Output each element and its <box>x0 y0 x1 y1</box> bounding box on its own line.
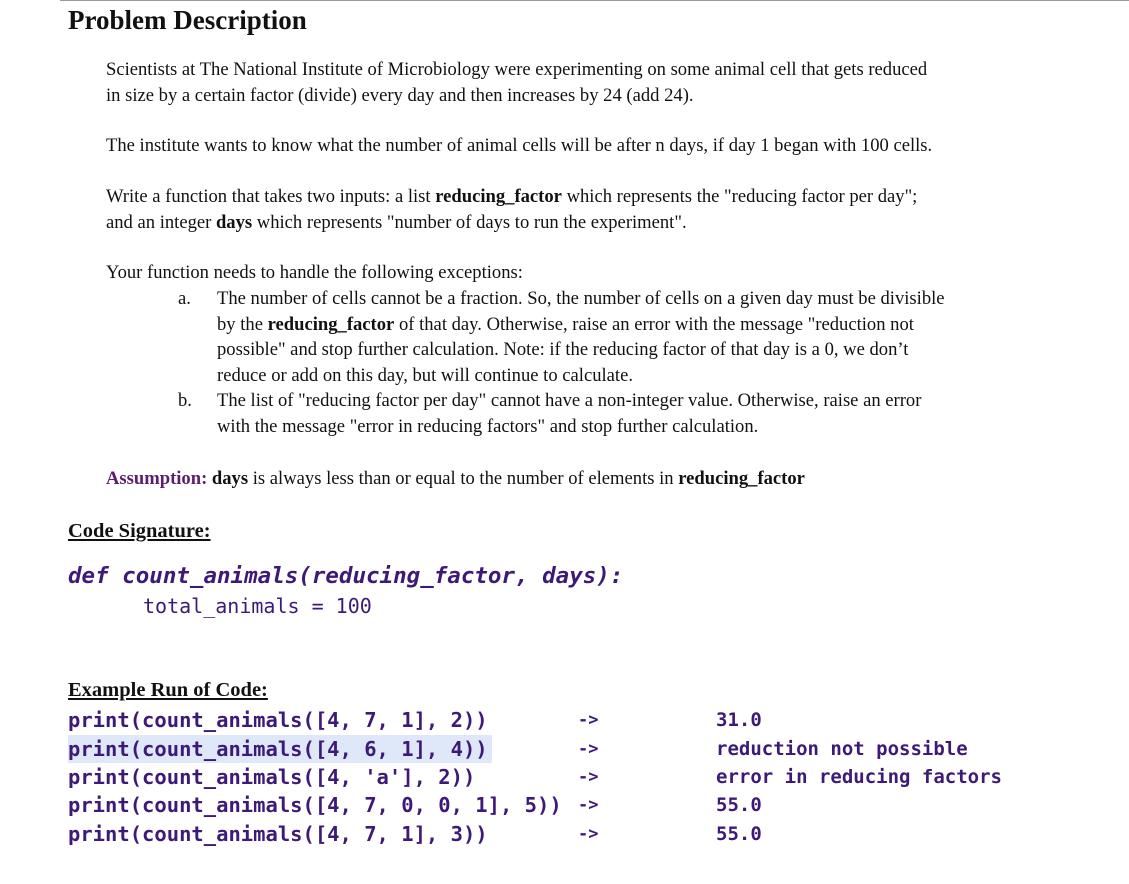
page-title: Problem Description <box>68 5 307 35</box>
text: which represents "number of days to run the experiment". <box>252 211 687 233</box>
example-output: 55.0 <box>716 823 762 845</box>
top-rule <box>60 0 1129 1</box>
intro-paragraph <box>106 57 927 108</box>
example-code: print(count_animals([4, 'a'], 2)) <box>68 765 476 789</box>
example-row <box>68 706 1068 734</box>
arrow-icon: -> <box>578 824 599 844</box>
example-output: 31.0 <box>716 709 762 731</box>
example-output: 55.0 <box>716 794 762 816</box>
exception-b-line-1: The list of "reducing factor per day" cannot have a non-integer value. Otherwise, raise an error <box>217 390 922 411</box>
example-row <box>68 763 1068 791</box>
arrow-icon: -> <box>578 739 599 759</box>
example-row <box>68 820 1068 848</box>
function-description-line-2 <box>106 210 917 236</box>
example-row <box>68 735 1068 763</box>
example-code-highlighted: print(count_animals([4, 6, 1], 4)) <box>68 735 492 763</box>
exceptions-intro: Your function needs to handle the following exceptions: <box>106 262 523 283</box>
exception-a-line-3: possible" and stop further calculation. Note: if the reducing factor of that day is a 0, we don’t <box>217 339 909 360</box>
arrow-icon: -> <box>578 795 599 815</box>
function-description-line-1 <box>106 184 917 210</box>
code-signature-heading: Code Signature: <box>68 520 211 542</box>
param-name-reducing-factor: reducing_factor <box>435 186 562 207</box>
exception-a-line-4: reduce or add on this day, but will continue to calculate. <box>217 364 633 386</box>
list-marker: b. <box>178 390 192 411</box>
text: by the <box>217 313 268 335</box>
assumption <box>106 466 805 492</box>
text: and an integer <box>106 211 216 233</box>
exception-b-line-2: with the message "error in reducing factors" and stop further calculation. <box>217 415 759 437</box>
text: is always less than or equal to the number of elements in <box>248 468 679 489</box>
example-code: print(count_animals([4, 7, 1], 3)) <box>68 822 488 846</box>
param-name-days: days <box>211 468 249 489</box>
function-signature: def count_animals(reducing_factor, days): <box>68 563 624 589</box>
param-name-reducing-factor: reducing_factor <box>267 313 395 335</box>
intro-line-2: in size by a certain factor (divide) every day and then increases by 24 (add 24). <box>106 84 694 106</box>
assumption-label: Assumption: <box>106 468 208 489</box>
example-output: error in reducing factors <box>716 766 1002 788</box>
example-code: print(count_animals([4, 7, 0, 0, 1], 5)) <box>68 793 562 817</box>
function-body-line: total_animals = 100 <box>143 594 372 618</box>
param-name-reducing-factor: reducing_factor <box>678 468 805 489</box>
goal-paragraph: The institute wants to know what the number of animal cells will be after n days, if day 1 began with 100 cells. <box>106 135 933 156</box>
exception-a-line-2 <box>217 312 945 338</box>
exception-a-line-1: The number of cells cannot be a fraction. So, the number of cells on a given day must be divisible <box>217 288 945 309</box>
arrow-icon: -> <box>578 767 599 787</box>
exception-item-body <box>217 388 921 439</box>
text: of that day. Otherwise, raise an error with the message "reduction not <box>394 313 914 335</box>
example-code: print(count_animals([4, 7, 1], 2)) <box>68 708 488 732</box>
text: which represents the "reducing factor per day"; <box>561 186 918 207</box>
exception-item-body <box>217 286 945 388</box>
arrow-icon: -> <box>578 710 599 730</box>
text: Write a function that takes two inputs: a list <box>106 186 436 207</box>
intro-line-1: Scientists at The National Institute of Microbiology were experimenting on some animal cell that gets reduced <box>106 59 928 80</box>
example-run-heading: Example Run of Code: <box>68 679 268 701</box>
param-name-days: days <box>215 211 253 233</box>
list-marker: a. <box>178 288 191 309</box>
function-description <box>106 184 917 235</box>
example-output: reduction not possible <box>716 738 968 760</box>
example-row <box>68 791 1068 819</box>
